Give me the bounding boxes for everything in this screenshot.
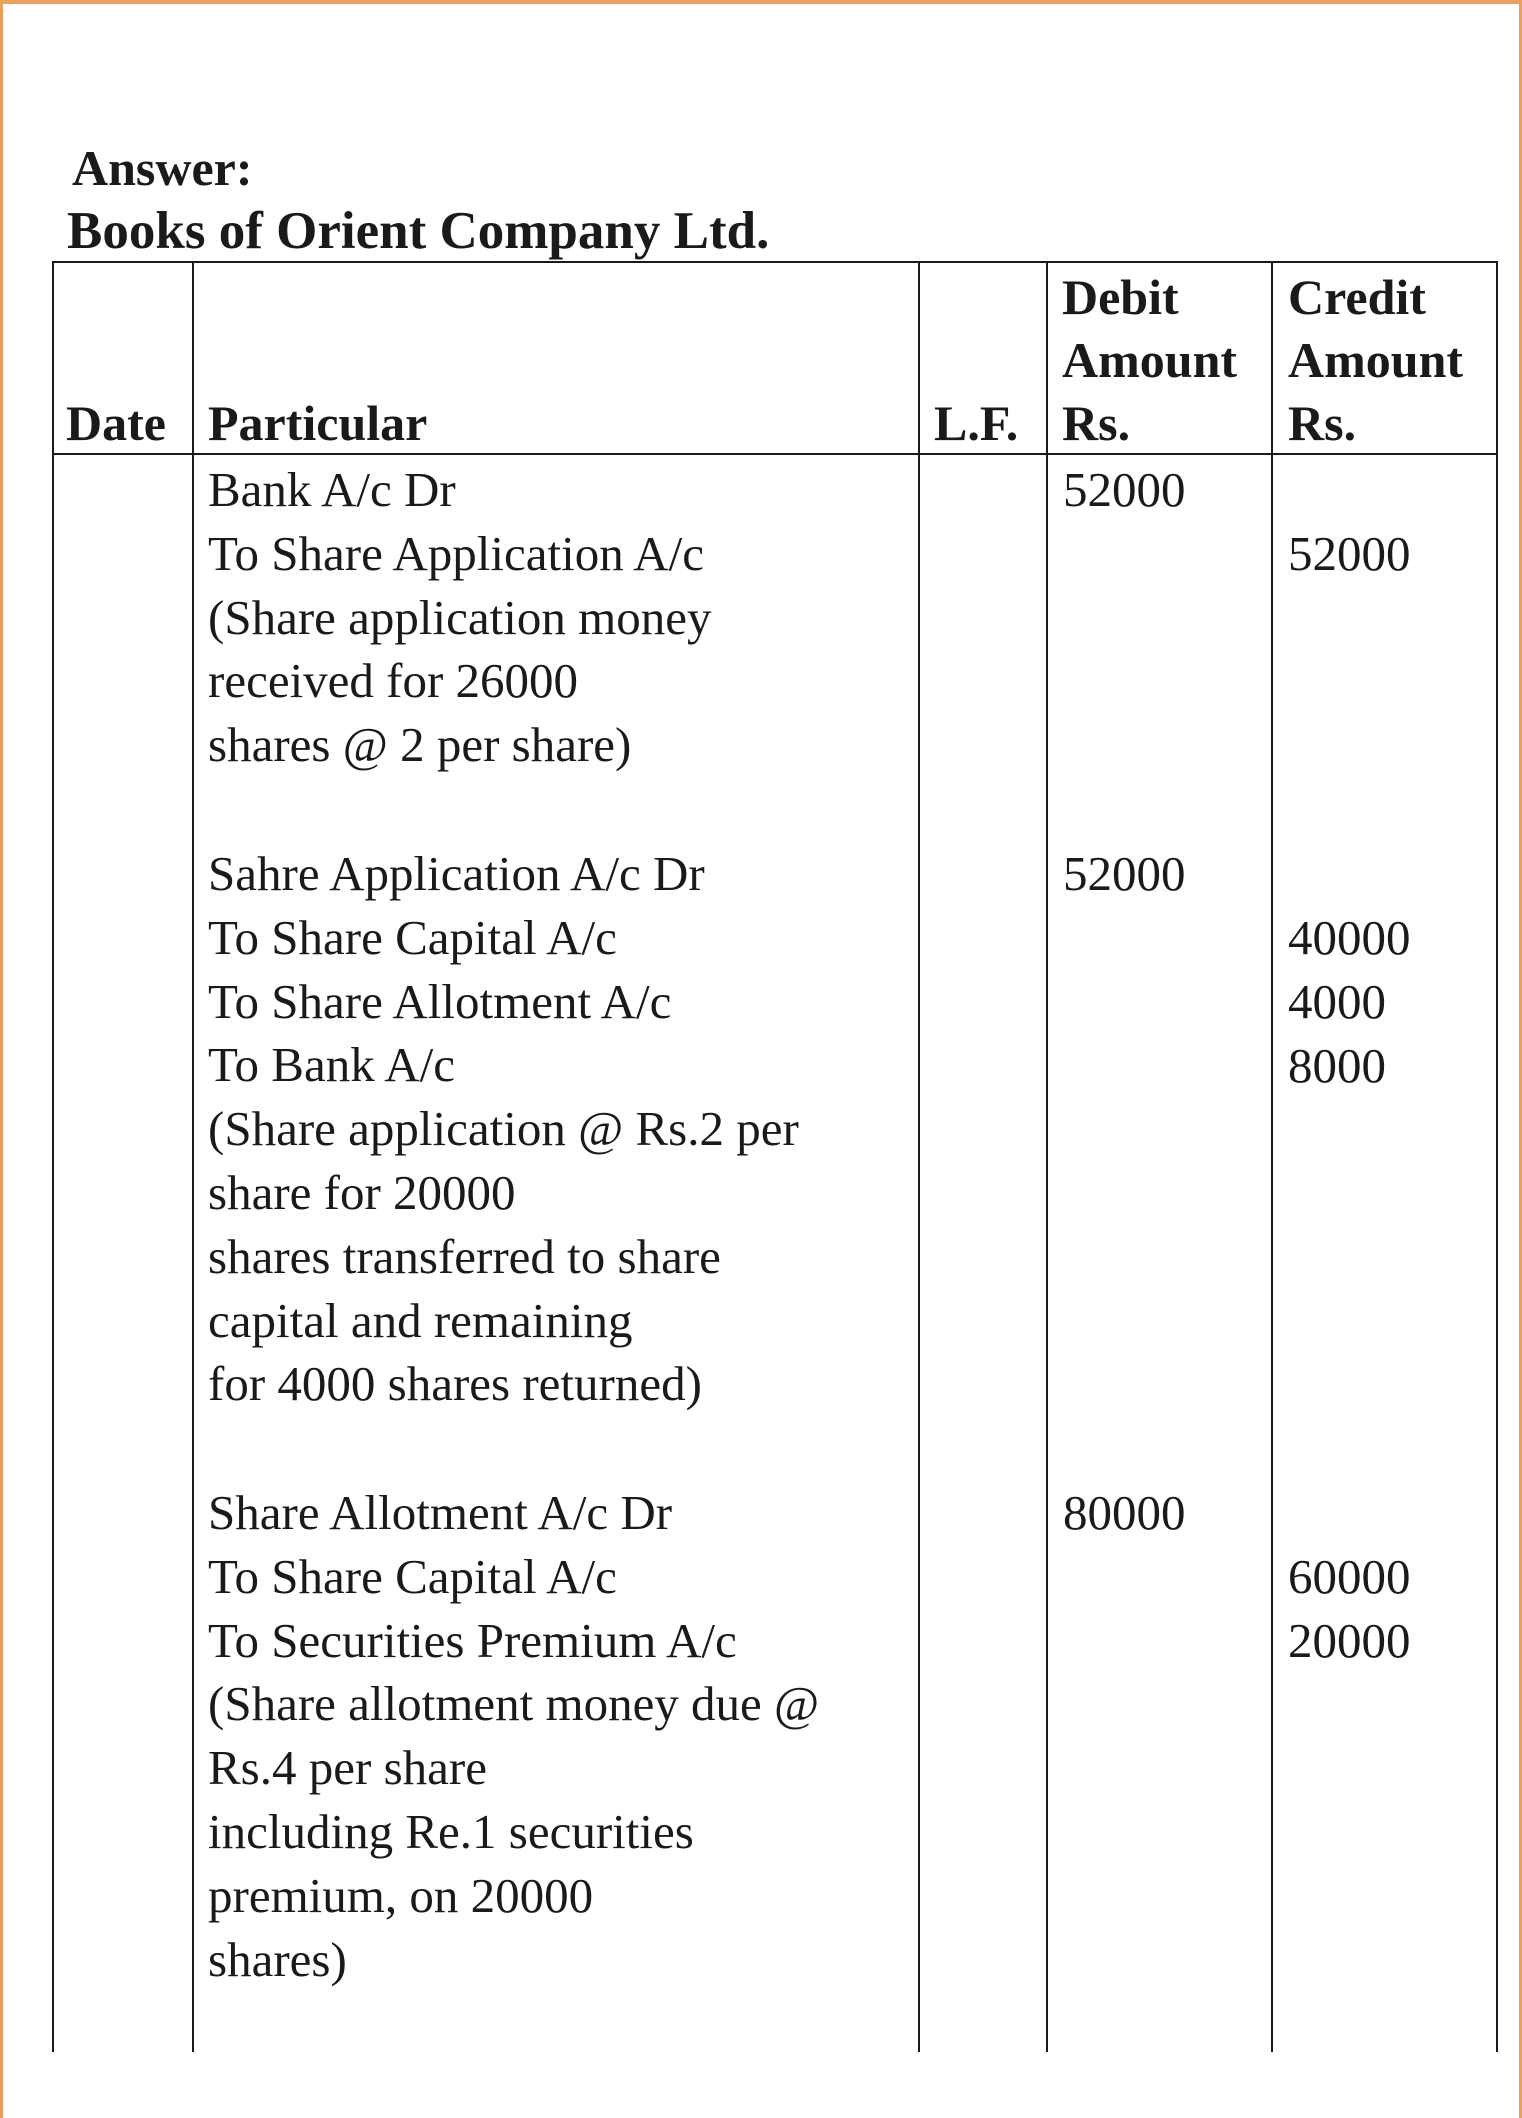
header-debit-line: Amount: [1062, 332, 1238, 388]
entry-2-debit: 52000: [1063, 846, 1186, 901]
header-debit-amount: [1062, 266, 1237, 455]
entry-line: (Share allotment money due @: [208, 1676, 820, 1732]
particular-column-divider: [918, 262, 920, 2052]
entry-1-credit: 52000: [1288, 526, 1411, 581]
header-date: Date: [66, 395, 166, 451]
table-top-border: [52, 261, 1498, 263]
header-credit-amount: [1288, 266, 1463, 455]
journal-entry-3-particulars: [208, 1481, 819, 1991]
entry-line: To Share Capital A/c: [208, 1548, 617, 1604]
header-credit-line: Rs.: [1288, 395, 1357, 451]
header-debit-line: Rs.: [1062, 395, 1131, 451]
entry-2-credit: 40000: [1288, 910, 1411, 965]
entry-line: (Share application @ Rs.2 per: [208, 1101, 799, 1157]
entry-line: for 4000 shares returned): [208, 1356, 702, 1412]
entry-2-credit: 8000: [1288, 1037, 1386, 1093]
entry-line: received for 26000: [208, 653, 579, 709]
header-credit-line: Amount: [1288, 332, 1464, 388]
date-column-divider: [192, 262, 194, 2052]
entry-line: Rs.4 per share: [208, 1740, 487, 1796]
answer-heading: Answer:: [72, 140, 253, 196]
entry-line: Sahre Application A/c Dr: [208, 846, 705, 901]
table-right-border: [1496, 262, 1498, 2052]
entry-line: including Re.1 securities: [208, 1803, 694, 1859]
book-title: Books of Orient Company Ltd.: [67, 202, 770, 260]
entry-line: premium, on 20000: [208, 1867, 594, 1923]
entry-1-debit: 52000: [1063, 462, 1186, 517]
entry-2-credit: 4000: [1288, 973, 1386, 1029]
entry-3-debit: 80000: [1063, 1485, 1186, 1540]
entry-line: Bank A/c Dr: [208, 462, 456, 517]
entry-2-credits: [1288, 906, 1411, 1097]
header-debit-line: Debit: [1062, 269, 1179, 325]
entry-3-credit: 20000: [1288, 1612, 1411, 1668]
journal-entry-2-particulars: [208, 842, 799, 1416]
entry-line: To Share Capital A/c: [208, 909, 617, 965]
journal-entry-1-particulars: [208, 458, 711, 777]
header-lf: L.F.: [934, 395, 1019, 451]
entry-line: Share Allotment A/c Dr: [208, 1485, 673, 1540]
header-credit-line: Credit: [1288, 269, 1426, 325]
entry-3-credit: 60000: [1288, 1549, 1411, 1604]
entry-line: To Securities Premium A/c: [208, 1612, 737, 1668]
entry-line: shares): [208, 1931, 347, 1987]
table-left-border: [52, 262, 54, 2052]
entry-line: shares transferred to share: [208, 1228, 721, 1284]
debit-column-divider: [1271, 262, 1273, 2052]
entry-line: (Share application money: [208, 589, 712, 645]
header-particular: Particular: [208, 395, 428, 451]
entry-line: capital and remaining: [208, 1292, 633, 1348]
entry-line: To Share Allotment A/c: [208, 973, 672, 1029]
entry-line: To Bank A/c: [208, 1037, 455, 1093]
entry-3-credits: [1288, 1545, 1411, 1673]
entry-line: shares @ 2 per share): [208, 717, 632, 773]
entry-line: share for 20000: [208, 1164, 516, 1220]
entry-line: To Share Application A/c: [208, 525, 705, 581]
lf-column-divider: [1046, 262, 1048, 2052]
